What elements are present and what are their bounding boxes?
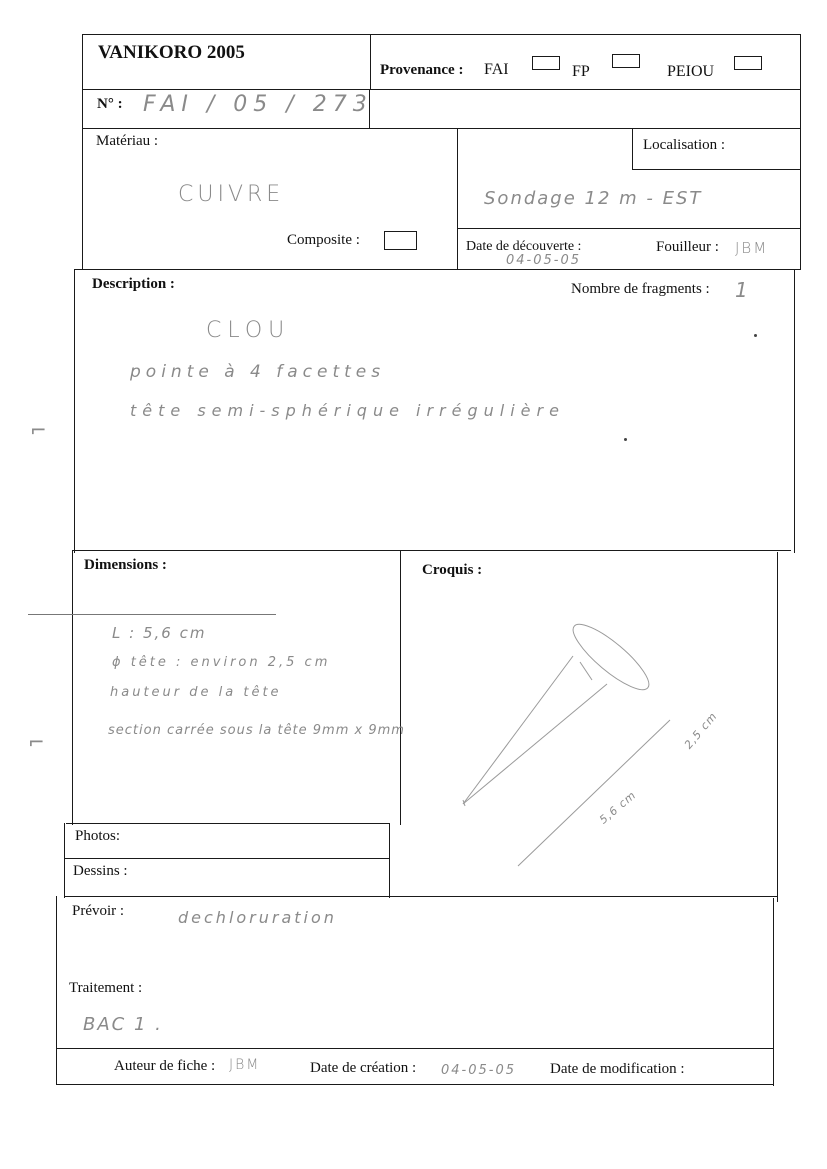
peiou-checkbox[interactable] [734,56,762,70]
paper-speck [754,334,757,337]
description-line-3: tête semi-sphérique irrégulière [130,401,565,420]
fragments-value: 1 [735,278,750,302]
number-label: N° : [97,96,123,112]
prevoir-value: dechloruration [178,908,337,927]
fp-checkbox[interactable] [612,54,640,68]
date-modification-label: Date de modification : [550,1061,685,1077]
photos-label: Photos: [75,828,121,844]
nail-sketch [400,552,777,897]
number-value: FAI / 05 / 273 [143,92,373,117]
fouilleur-label: Fouilleur : [656,239,719,255]
project-title: VANIKORO 2005 [98,42,245,63]
provenance-label: Provenance : [380,62,464,78]
materiau-label: Matériau : [96,133,159,149]
paper-speck [624,438,627,441]
sketch-note-diameter: 2,5 cm [681,709,720,752]
auteur-value: JBM [229,1057,261,1073]
description-line-2: pointe à 4 facettes [130,362,386,382]
option-fp-label: FP [572,63,590,80]
fai-checkbox[interactable] [532,56,560,70]
localisation-value: Sondage 12 m - EST [484,188,703,209]
prevoir-label: Prévoir : [72,903,125,919]
composite-label: Composite : [287,232,360,248]
margin-mark: ⌐ [28,730,45,754]
croquis-label: Croquis : [422,562,483,578]
margin-mark: ⌐ [30,418,47,442]
dimensions-line-1: L : 5,6 cm [112,624,207,642]
auteur-label: Auteur de fiche : [114,1058,216,1074]
sketch-note-length: 5,6 cm [596,788,639,827]
description-line-1: CLOU [206,318,291,343]
fouilleur-value: JBM [735,239,769,257]
description-label: Description : [92,276,175,292]
traitement-label: Traitement : [69,980,143,996]
date-decouverte-label: Date de découverte : [466,239,582,254]
fragments-label: Nombre de fragments : [571,281,710,297]
date-creation-value: 04-05-05 [441,1063,517,1078]
date-decouverte-value: 04-05-05 [506,253,582,268]
materiau-value: CUIVRE [178,182,285,207]
traitement-value: BAC 1 . [83,1014,163,1035]
dimensions-line-3: hauteur de la tête [110,685,282,700]
option-fai-label: FAI [484,61,509,78]
dessins-label: Dessins : [73,863,128,879]
date-creation-label: Date de création : [310,1060,417,1076]
dimensions-label: Dimensions : [84,557,167,573]
composite-checkbox[interactable] [384,231,417,250]
dimensions-line-2: ϕ tête : environ 2,5 cm [112,655,331,670]
localisation-label: Localisation : [643,137,726,153]
dimensions-line-4: section carrée sous la tête 9mm x 9mm [108,723,405,738]
option-peiou-label: PEIOU [667,63,715,80]
